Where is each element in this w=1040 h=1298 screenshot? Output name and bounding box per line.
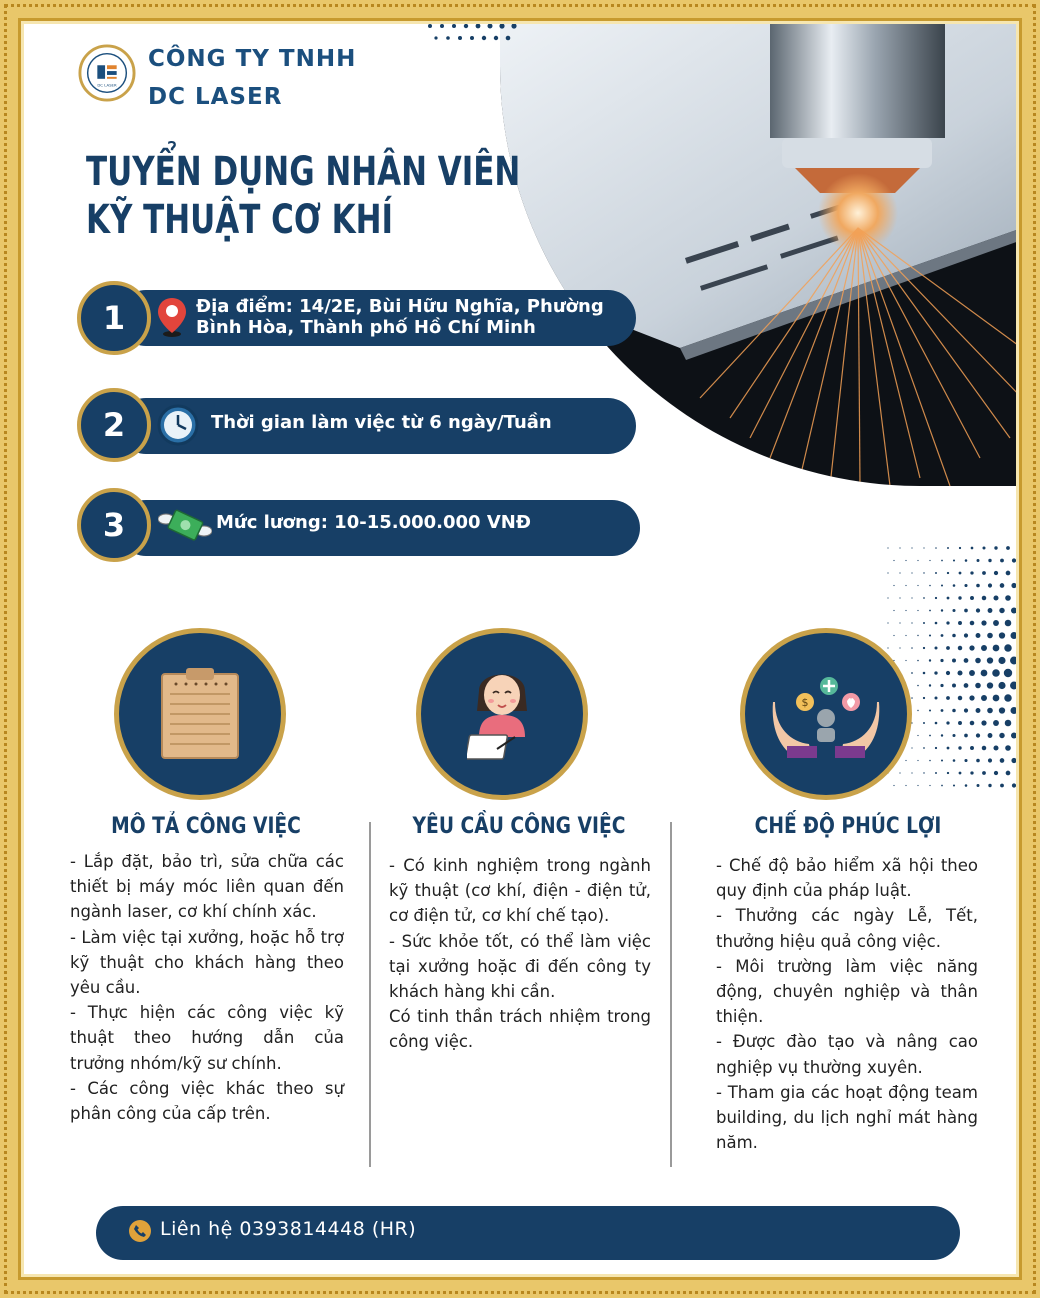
halftone-dot (976, 733, 980, 737)
halftone-dot (940, 684, 943, 687)
halftone-dot (1005, 595, 1011, 601)
halftone-dot (935, 547, 937, 549)
halftone-dot (905, 785, 906, 786)
info-number-3: 3 (77, 488, 151, 562)
halftone-dot (999, 733, 1004, 738)
halftone-dot (917, 610, 918, 611)
halftone-dot (923, 772, 924, 773)
halftone-dot (998, 657, 1005, 664)
halftone-dot (988, 758, 992, 762)
info-hours-text: Thời gian làm việc từ 6 ngày/Tuần (211, 412, 552, 433)
halftone-dot (993, 695, 1000, 702)
halftone-dot (953, 759, 956, 762)
halftone-dot (982, 571, 986, 575)
list-item: - Tham gia các hoạt động team building, du lịch nghỉ mát hàng năm. (716, 1082, 978, 1153)
halftone-dot (941, 634, 944, 637)
halftone-dot (935, 572, 937, 574)
halftone-dot (899, 622, 900, 623)
halftone-dot (964, 658, 969, 663)
halftone-dot (952, 659, 956, 663)
halftone-dot (970, 571, 973, 574)
halftone-dot (923, 672, 926, 675)
halftone-dot (917, 660, 919, 662)
list-item: - Môi trường làm việc năng động, chuyên nghiệp và thân thiện. (716, 956, 978, 1027)
halftone-dot (952, 634, 956, 638)
halftone-dot (965, 559, 968, 562)
info-location-text (196, 296, 604, 338)
halftone-dot (911, 572, 912, 573)
halftone-dot (917, 735, 918, 736)
list-item: Có tinh thần trách nhiệm trong công việc. (389, 1007, 651, 1052)
halftone-dot (1000, 784, 1004, 788)
halftone-dot (976, 759, 980, 763)
halftone-dot (1011, 758, 1016, 763)
halftone-dot (993, 595, 998, 600)
halftone-dot (969, 695, 974, 700)
halftone-dot (970, 771, 973, 774)
halftone-dot (946, 696, 950, 700)
halftone-dot (1005, 620, 1012, 627)
halftone-dot (994, 546, 997, 549)
halftone-dot (965, 784, 968, 787)
clock-icon (157, 404, 199, 446)
halftone-dot (1010, 707, 1017, 714)
halftone-dot (923, 572, 924, 573)
halftone-dot (976, 708, 981, 713)
halftone-dot (929, 760, 931, 762)
halftone-dot (964, 633, 968, 637)
halftone-dot (917, 710, 918, 711)
halftone-dot (935, 597, 937, 599)
halftone-dot (981, 670, 988, 677)
company-name (148, 40, 356, 116)
halftone-dot (911, 747, 912, 748)
halftone-dot (923, 647, 925, 649)
halftone-dot (929, 585, 931, 587)
halftone-dot (929, 634, 931, 636)
halftone-dot (905, 660, 906, 661)
info-number-2: 2 (77, 388, 151, 462)
halftone-dot (1004, 644, 1011, 651)
job-requirements-title: YÊU CẦU CÔNG VIỆC (412, 814, 626, 839)
halftone-dot (941, 785, 943, 787)
halftone-dot (982, 596, 987, 601)
location-pin-icon (156, 296, 188, 338)
halftone-dot (941, 609, 943, 611)
halftone-dot (958, 646, 962, 650)
job-description-title: MÔ TẢ CÔNG VIỆC (111, 814, 301, 839)
halftone-dot (917, 585, 918, 586)
halftone-dot (964, 708, 968, 712)
halftone-dot (935, 647, 938, 650)
halftone-dot (970, 746, 974, 750)
benefits-list (716, 853, 978, 1155)
halftone-dot (929, 785, 930, 786)
halftone-dot (947, 772, 949, 774)
halftone-dot (981, 695, 987, 701)
halftone-dot (941, 734, 943, 736)
halftone-dot (947, 572, 949, 574)
halftone-dot (923, 697, 925, 699)
halftone-dot (993, 620, 999, 626)
halftone-dot (1012, 558, 1016, 562)
halftone-dot (952, 684, 956, 688)
benefits-circle (740, 628, 912, 800)
halftone-dot (911, 597, 912, 598)
halftone-dot (929, 735, 931, 737)
halftone-dot (1004, 694, 1011, 701)
clipboard-icon (160, 668, 240, 760)
halftone-dot (905, 585, 906, 586)
halftone-dot (1011, 583, 1016, 588)
halftone-dot (941, 584, 943, 586)
halftone-dot (917, 560, 918, 561)
list-item: - Chế độ bảo hiểm xã hội theo quy định của pháp luật. (716, 856, 978, 901)
halftone-dot (982, 771, 986, 775)
halftone-dot (923, 622, 925, 624)
halftone-dot (941, 759, 943, 761)
halftone-dot (981, 620, 986, 625)
halftone-dot (953, 559, 955, 561)
halftone-dot (999, 632, 1005, 638)
halftone-dot (981, 720, 986, 725)
halftone-dot (935, 722, 938, 725)
halftone-dot (1000, 758, 1005, 763)
page-title (86, 148, 591, 244)
halftone-dot (940, 659, 943, 662)
halftone-dot (929, 560, 930, 561)
halftone-dot (929, 659, 931, 661)
halftone-dot (923, 597, 925, 599)
halftone-dot (1006, 771, 1011, 776)
halftone-dot (1012, 783, 1016, 787)
halftone-dot (970, 721, 975, 726)
halftone-dot (893, 785, 894, 786)
halftone-dot (993, 645, 1000, 652)
halftone-dot (999, 608, 1004, 613)
halftone-dot (935, 697, 938, 700)
halftone-dot (958, 721, 962, 725)
halftone-dot (964, 683, 969, 688)
title-line2: KỸ THUẬT CƠ KHÍ (86, 197, 394, 243)
list-item: - Được đào tạo và nâng cao nghiệp vụ thường xuyên. (716, 1032, 978, 1077)
halftone-dot (987, 682, 993, 688)
halftone-dot (952, 709, 956, 713)
halftone-dot (987, 657, 993, 663)
svg-text:$: $ (801, 696, 809, 709)
halftone-dot (999, 707, 1005, 713)
halftone-dot (1010, 632, 1017, 639)
company-name-line2: DC LASER (148, 84, 283, 110)
halftone-dot (982, 546, 985, 549)
halftone-dot (977, 784, 980, 787)
halftone-dot (988, 733, 993, 738)
halftone-dot (988, 559, 991, 562)
halftone-dot (969, 645, 974, 650)
logo-text: DC LASER (97, 82, 117, 88)
halftone-dot (905, 610, 906, 611)
halftone-dot (975, 683, 981, 689)
halftone-dot (905, 560, 906, 561)
list-item: - Có kinh nghiệm trong ngành kỹ thuật (cơ khí, điện - điện tử, cơ điện tử, cơ khí chế tạo). (389, 856, 651, 926)
halftone-dot (964, 734, 968, 738)
column-divider (369, 822, 371, 1167)
halftone-dot (964, 759, 967, 762)
halftone-dot (1006, 571, 1011, 576)
flying-money-icon (158, 503, 212, 549)
halftone-dot (887, 647, 888, 648)
halftone-dot (893, 585, 894, 586)
halftone-dot (994, 771, 998, 775)
halftone-dot (929, 684, 931, 686)
halftone-dot (1010, 682, 1018, 690)
halftone-dot (887, 547, 888, 548)
halftone-dot (987, 708, 993, 714)
contact-text[interactable]: Liên hệ 0393814448 (HR) (160, 1218, 417, 1240)
halftone-dot (947, 547, 949, 549)
info-salary-text: Mức lương: 10-15.000.000 VNĐ (216, 512, 531, 533)
halftone-dot (941, 560, 943, 562)
halftone-dot (981, 645, 987, 651)
dot-pattern-right (880, 540, 1022, 800)
halftone-dot (929, 709, 931, 711)
halftone-dot (899, 547, 900, 548)
halftone-dot (923, 547, 924, 548)
list-item: - Thực hiện các công việc kỹ thuật theo hướng dẫn của trưởng nhóm/kỹ sư chính. (70, 1003, 344, 1073)
halftone-dot (893, 635, 894, 636)
list-item: - Sức khỏe tốt, có thể làm việc tại xưởng hoặc đi đến công ty khách hàng khi cần. (389, 931, 651, 1002)
dot-pattern-top (420, 18, 530, 48)
halftone-dot (947, 747, 950, 750)
halftone-dot (988, 583, 992, 587)
halftone-dot (917, 635, 918, 636)
halftone-dot (946, 671, 950, 675)
halftone-dot (905, 760, 906, 761)
list-item: - Thưởng các ngày Lễ, Tết, thưởng hiệu quả công việc. (716, 906, 978, 951)
halftone-dot (923, 747, 925, 749)
halftone-dot (917, 785, 918, 786)
halftone-dot (988, 784, 991, 787)
halftone-dot (975, 658, 981, 664)
halftone-dot (1005, 745, 1011, 751)
halftone-dot (1000, 559, 1004, 563)
halftone-dot (970, 596, 974, 600)
halftone-dot (953, 584, 956, 587)
halftone-dot (887, 597, 888, 598)
halftone-dot (887, 622, 888, 623)
halftone-dot (899, 772, 900, 773)
halftone-dot (899, 572, 900, 573)
person-with-tablet-icon (467, 659, 537, 769)
halftone-dot (993, 745, 998, 750)
halftone-dot (935, 622, 938, 625)
halftone-dot (987, 633, 993, 639)
halftone-dot (1005, 720, 1012, 727)
halftone-dot (959, 547, 961, 549)
halftone-dot (899, 647, 900, 648)
halftone-dot (964, 584, 967, 587)
halftone-dot (964, 609, 968, 613)
list-item: - Lắp đặt, bảo trì, sửa chữa các thiết bị máy móc liên quan đến ngành laser, cơ khí chính xác. (70, 852, 344, 922)
halftone-dot (893, 560, 894, 561)
halftone-dot (935, 772, 937, 774)
job-description-circle (114, 628, 286, 800)
halftone-dot (959, 772, 962, 775)
halftone-dot (969, 670, 975, 676)
halftone-dot (935, 747, 937, 749)
halftone-dot (993, 720, 999, 726)
job-requirements-list (389, 853, 651, 1055)
halftone-dot (911, 697, 913, 699)
halftone-dot (959, 572, 962, 575)
halftone-dot (952, 609, 955, 612)
halftone-dot (1011, 607, 1017, 613)
halftone-dot (988, 608, 993, 613)
halftone-dot (911, 547, 912, 548)
halftone-dot (976, 633, 981, 638)
list-item: - Các công việc khác theo sự phân công của cấp trên. (70, 1078, 344, 1124)
halftone-dot (998, 682, 1005, 689)
halftone-dot (982, 746, 987, 751)
info-location-line1: Địa điểm: 14/2E, Bùi Hữu Nghĩa, Phường (196, 296, 604, 317)
halftone-dot (887, 572, 888, 573)
halftone-dot (893, 610, 894, 611)
halftone-dot (958, 746, 961, 749)
halftone-dot (911, 647, 913, 649)
halftone-dot (971, 547, 974, 550)
halftone-dot (1011, 732, 1017, 738)
halftone-dot (905, 635, 906, 636)
info-location-line2: Bình Hòa, Thành phố Hồ Chí Minh (196, 317, 536, 338)
halftone-dot (994, 571, 998, 575)
halftone-dot (947, 597, 950, 600)
halftone-dot (970, 621, 975, 626)
halftone-dot (917, 760, 918, 761)
halftone-dot (1010, 657, 1018, 665)
column-divider (670, 822, 672, 1167)
halftone-dot (941, 709, 944, 712)
list-item: - Làm việc tại xưởng, hoặc hỗ trợ kỹ thuật cho khách hàng theo yêu cầu. (70, 927, 344, 998)
care-hands-icon (771, 668, 881, 760)
halftone-dot (911, 672, 913, 674)
halftone-dot (1006, 546, 1010, 550)
halftone-dot (929, 610, 931, 612)
halftone-dot (992, 669, 1000, 677)
halftone-dot (917, 685, 919, 687)
halftone-dot (923, 722, 925, 724)
halftone-dot (976, 608, 980, 612)
halftone-dot (958, 596, 961, 599)
halftone-dot (958, 696, 962, 700)
phone-icon (128, 1219, 152, 1243)
halftone-dot (1004, 669, 1012, 677)
halftone-dot (911, 772, 912, 773)
job-description-list (70, 849, 344, 1126)
halftone-dot (934, 671, 937, 674)
job-requirements-circle (416, 628, 588, 800)
halftone-dot (1000, 583, 1005, 588)
benefits-title: CHẾ ĐỘ PHÚC LỢI (754, 814, 942, 839)
halftone-dot (976, 584, 980, 588)
company-logo (78, 44, 136, 102)
halftone-dot (977, 559, 980, 562)
halftone-dot (946, 721, 949, 724)
company-name-line1: CÔNG TY TNHH (148, 46, 357, 72)
halftone-dot (958, 621, 962, 625)
halftone-dot (953, 784, 955, 786)
title-line1: TUYỂN DỤNG NHÂN VIÊN (86, 149, 521, 195)
info-number-1: 1 (77, 281, 151, 355)
halftone-dot (952, 734, 955, 737)
halftone-dot (957, 670, 962, 675)
halftone-dot (899, 597, 900, 598)
halftone-dot (911, 622, 912, 623)
halftone-dot (946, 621, 949, 624)
halftone-dot (946, 646, 950, 650)
